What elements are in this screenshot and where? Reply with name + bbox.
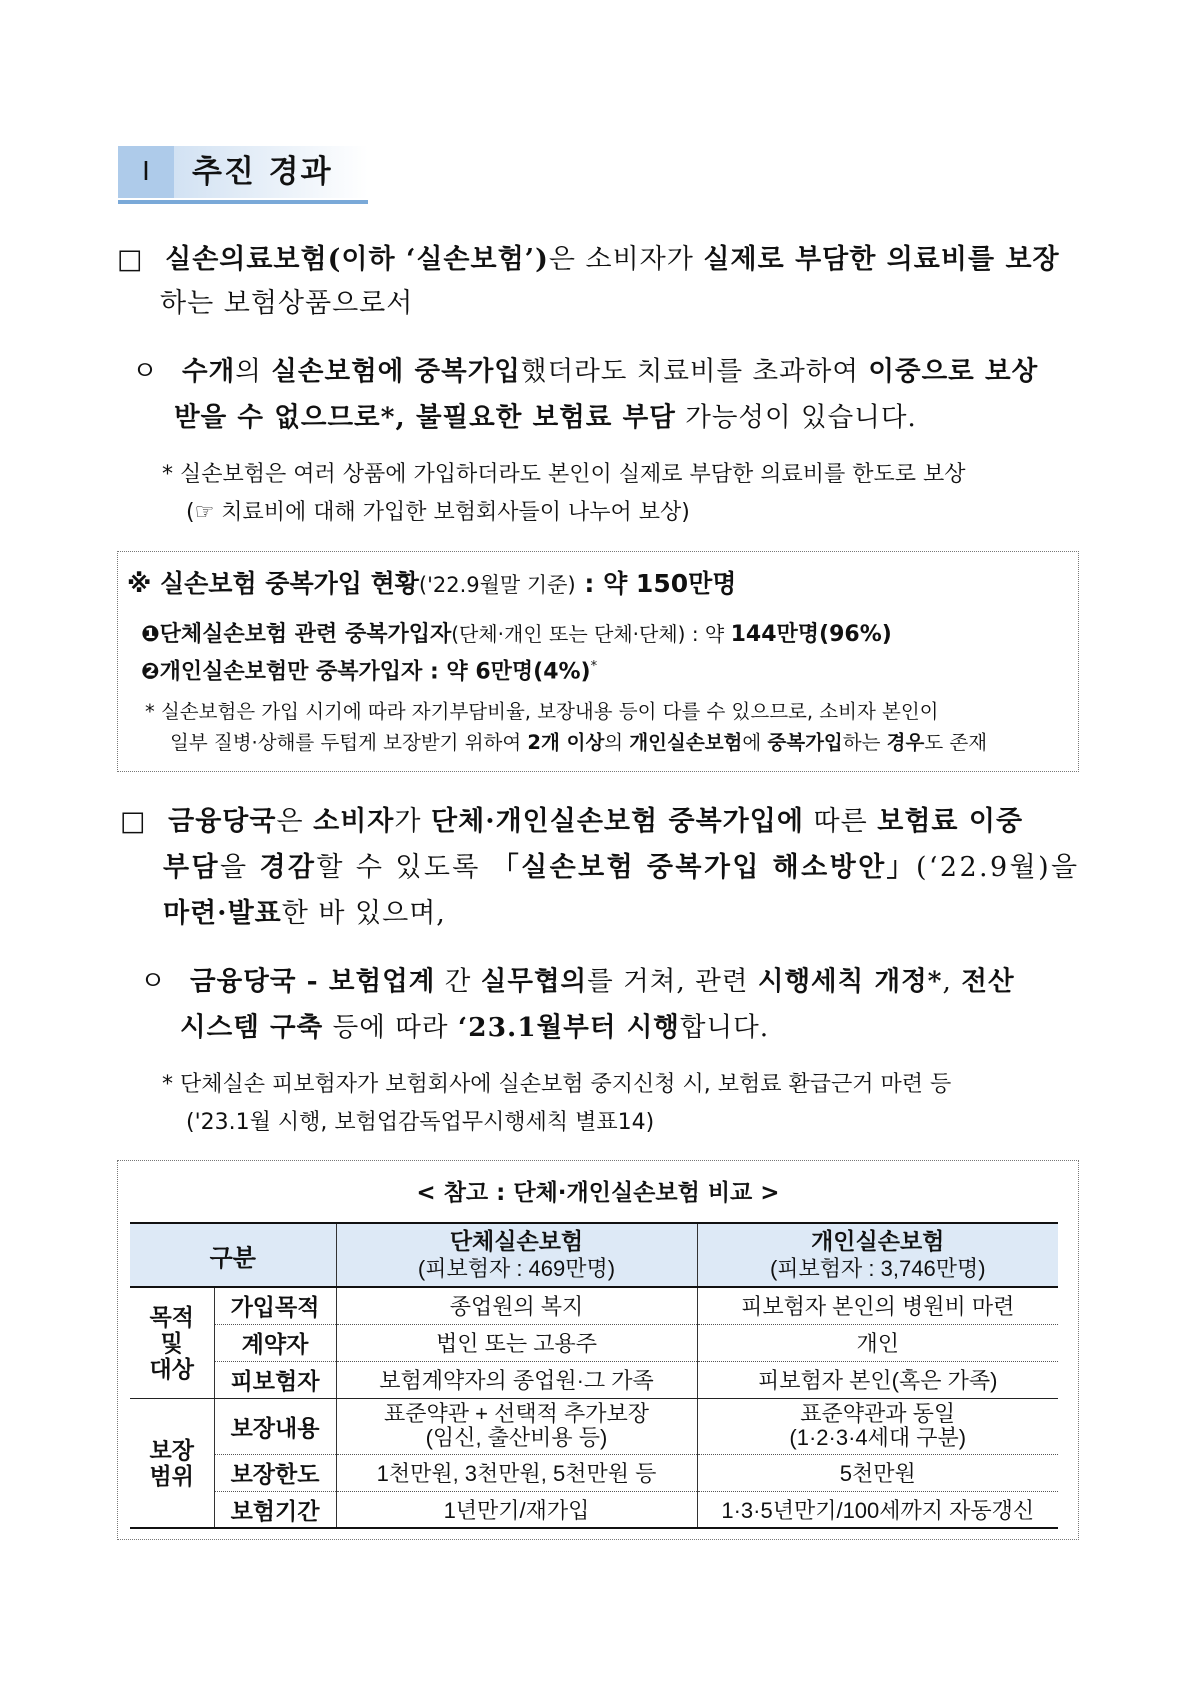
text-run: 수개 [182, 356, 236, 387]
cell-group: 보험계약자의 종업원·그 가족 [336, 1361, 697, 1398]
section-heading [118, 146, 368, 204]
cell-individual: 5천만원 [697, 1454, 1058, 1491]
text-run: 개인실손보험 [629, 731, 743, 754]
runs [165, 244, 1060, 275]
sub-bullet-1-line-1 [132, 350, 1038, 394]
text-run: 도 존재 [924, 731, 988, 754]
section-title: 추진 경과 [192, 154, 333, 190]
circle-bullet: ㅇ [132, 356, 159, 387]
text-run: 한 바 있으며, [281, 898, 446, 929]
group-label-purpose: 목적 및 대상 [130, 1287, 214, 1398]
paragraph-1-line-1 [117, 238, 1060, 282]
text-run: 은 소비자가 [548, 244, 704, 275]
text-run: 경우 [886, 731, 925, 754]
text-run: 등에 따라 [323, 1012, 458, 1043]
cell-group: 법인 또는 고용주 [336, 1324, 697, 1361]
text-run: 시스템 구축 [180, 1012, 324, 1043]
text-run: 2개 이상 [527, 731, 605, 754]
status-box-title: ※ 실손보험 중복가입 현황('22.9월말 기준) : 약 150만명 [127, 569, 737, 598]
table-row [130, 1491, 1058, 1528]
table-row [130, 1398, 1058, 1454]
text-run: , [942, 966, 962, 997]
sub-bullet-1-line-2 [174, 396, 917, 440]
cell-individual: 피보험자 본인(혹은 가족) [697, 1361, 1058, 1398]
text-run: 마련·발표 [163, 898, 282, 929]
cell-group: 표준약관 + 선택적 추가보장 (임신, 출산비용 등) [336, 1398, 697, 1454]
row-label: 피보험자 [214, 1361, 336, 1398]
cell-group: 1천만원, 3천만원, 5천만원 등 [336, 1454, 697, 1491]
text-run: 실무협의 [480, 966, 588, 997]
text-run: 가 [394, 806, 432, 837]
text-run: 실손보험에 중복가입 [271, 356, 521, 387]
text-run: 의 [604, 731, 630, 754]
status-box-note-line-1: * 실손보험은 가입 시기에 따라 자기부담비율, 보장내용 등이 다를 수 있으므로, 소비자 본인이 [145, 700, 939, 723]
footnote-1-line-2: (☞ 치료비에 대해 가입한 보험회사들이 나누어 보상) [186, 500, 690, 525]
row-label: 보험기간 [214, 1491, 336, 1528]
text-run: 금융당국 [168, 806, 277, 837]
footnote-2-line-2: ('23.1월 시행, 보험업감독업무시행세칙 별표14) [186, 1110, 655, 1135]
text-run: 단체·개인실손보험 중복가입에 [431, 806, 804, 837]
header-category: 구분 [130, 1223, 336, 1287]
text-run: 중복가입 [767, 731, 843, 754]
text-run: 가능성이 있습니다. [675, 402, 917, 433]
text-run: 를 거쳐, 관련 [587, 966, 758, 997]
header-individual-insurance: 개인실손보험 (피보험자 : 3,746만명) [697, 1223, 1058, 1287]
table-header-row [130, 1223, 1058, 1287]
sub-bullet-2-line-2 [180, 1006, 769, 1050]
row-label: 가입목적 [214, 1287, 336, 1324]
text-run: 에 [742, 731, 768, 754]
text-run: 은 [276, 806, 314, 837]
cell-individual: 표준약관과 동일 (1·2·3·4세대 구분) [697, 1398, 1058, 1454]
text-run: 합니다. [679, 1012, 770, 1043]
sub-bullet-2-line-1 [140, 960, 1015, 1004]
paragraph-2-line-1 [120, 800, 1023, 844]
square-bullet: □ [117, 244, 144, 275]
text-run: 경감 [259, 852, 317, 883]
row-label: 보장내용 [214, 1398, 336, 1454]
text-run: 실제로 부담한 의료비를 보장 [703, 244, 1060, 275]
paragraph-2-line-2 [163, 846, 1079, 890]
footnote-2-line-1: * 단체실손 피보험자가 보험회사에 실손보험 중지신청 시, 보험료 환급근거 마련 등 [162, 1072, 952, 1097]
text-run: 할 수 있도록 [316, 852, 492, 883]
status-box-note-line-2 [170, 728, 987, 758]
table-row [130, 1361, 1058, 1398]
text-run: 보험료 이중 [877, 806, 1024, 837]
text-run: 「실손보험 중복가입 해소방안」 [491, 852, 916, 883]
text-run: 이중으로 보상 [868, 356, 1039, 387]
circle-bullet: ㅇ [140, 966, 167, 997]
square-bullet: □ [120, 806, 147, 837]
text-run: 따른 [803, 806, 878, 837]
table-row [130, 1324, 1058, 1361]
text-run: ‘23.1월부터 시행 [457, 1012, 680, 1043]
paragraph-2-line-3 [163, 892, 446, 936]
section-number: Ⅰ [118, 146, 174, 198]
comparison-table [130, 1222, 1058, 1529]
text-run: 소비자 [313, 806, 395, 837]
cell-individual: 개인 [697, 1324, 1058, 1361]
runs [182, 356, 1038, 387]
table-row [130, 1454, 1058, 1491]
section-underline [118, 200, 368, 204]
header-group-insurance: 단체실손보험 (피보험자 : 469만명) [336, 1223, 697, 1287]
cell-individual: 1·3·5년만기/100세까지 자동갱신 [697, 1491, 1058, 1528]
text-run: 간 [435, 966, 481, 997]
cell-group: 종업원의 복지 [336, 1287, 697, 1324]
group-label-coverage: 보장 범위 [130, 1398, 214, 1528]
status-box-item-2: ❷개인실손보험만 중복가입자 : 약 6만명(4%)* [141, 659, 598, 685]
text-run: 했더라도 치료비를 초과하여 [520, 356, 869, 387]
footnote-1-line-1: * 실손보험은 여러 상품에 가입하더라도 본인이 실제로 부담한 의료비를 한도로 보상 [162, 462, 966, 487]
cell-individual: 피보험자 본인의 병원비 마련 [697, 1287, 1058, 1324]
cell-group: 1년만기/재가입 [336, 1491, 697, 1528]
text-run: 부담 [163, 852, 220, 883]
text-run: 을 [219, 852, 260, 883]
runs [168, 806, 1023, 837]
row-label: 보장한도 [214, 1454, 336, 1491]
text-run: 받을 수 없으므로*, 불필요한 보험료 부담 [174, 402, 676, 433]
text-run: (‘22.9월)을 [915, 852, 1080, 883]
table-row [130, 1287, 1058, 1324]
text-run: 전산 [961, 966, 1015, 997]
text-run: 의 [235, 356, 272, 387]
paragraph-1-line-2: 하는 보험상품으로서 [160, 288, 414, 319]
text-run: 하는 [842, 731, 887, 754]
text-run: 금융당국 - 보험업계 [190, 966, 436, 997]
runs [190, 966, 1015, 997]
status-box-item-1: ❶단체실손보험 관련 중복가입자(단체·개인 또는 단체·단체) : 약 144만명(96%) [141, 622, 892, 647]
text-run: 일부 질병·상해를 두텁게 보장받기 위하여 [170, 731, 528, 754]
text-run: 시행세칙 개정* [757, 966, 943, 997]
text-run: 실손의료보험(이하 ‘실손보험’) [165, 244, 549, 275]
reference-title: < 참고 : 단체·개인실손보험 비교 > [416, 1180, 780, 1206]
row-label: 계약자 [214, 1324, 336, 1361]
